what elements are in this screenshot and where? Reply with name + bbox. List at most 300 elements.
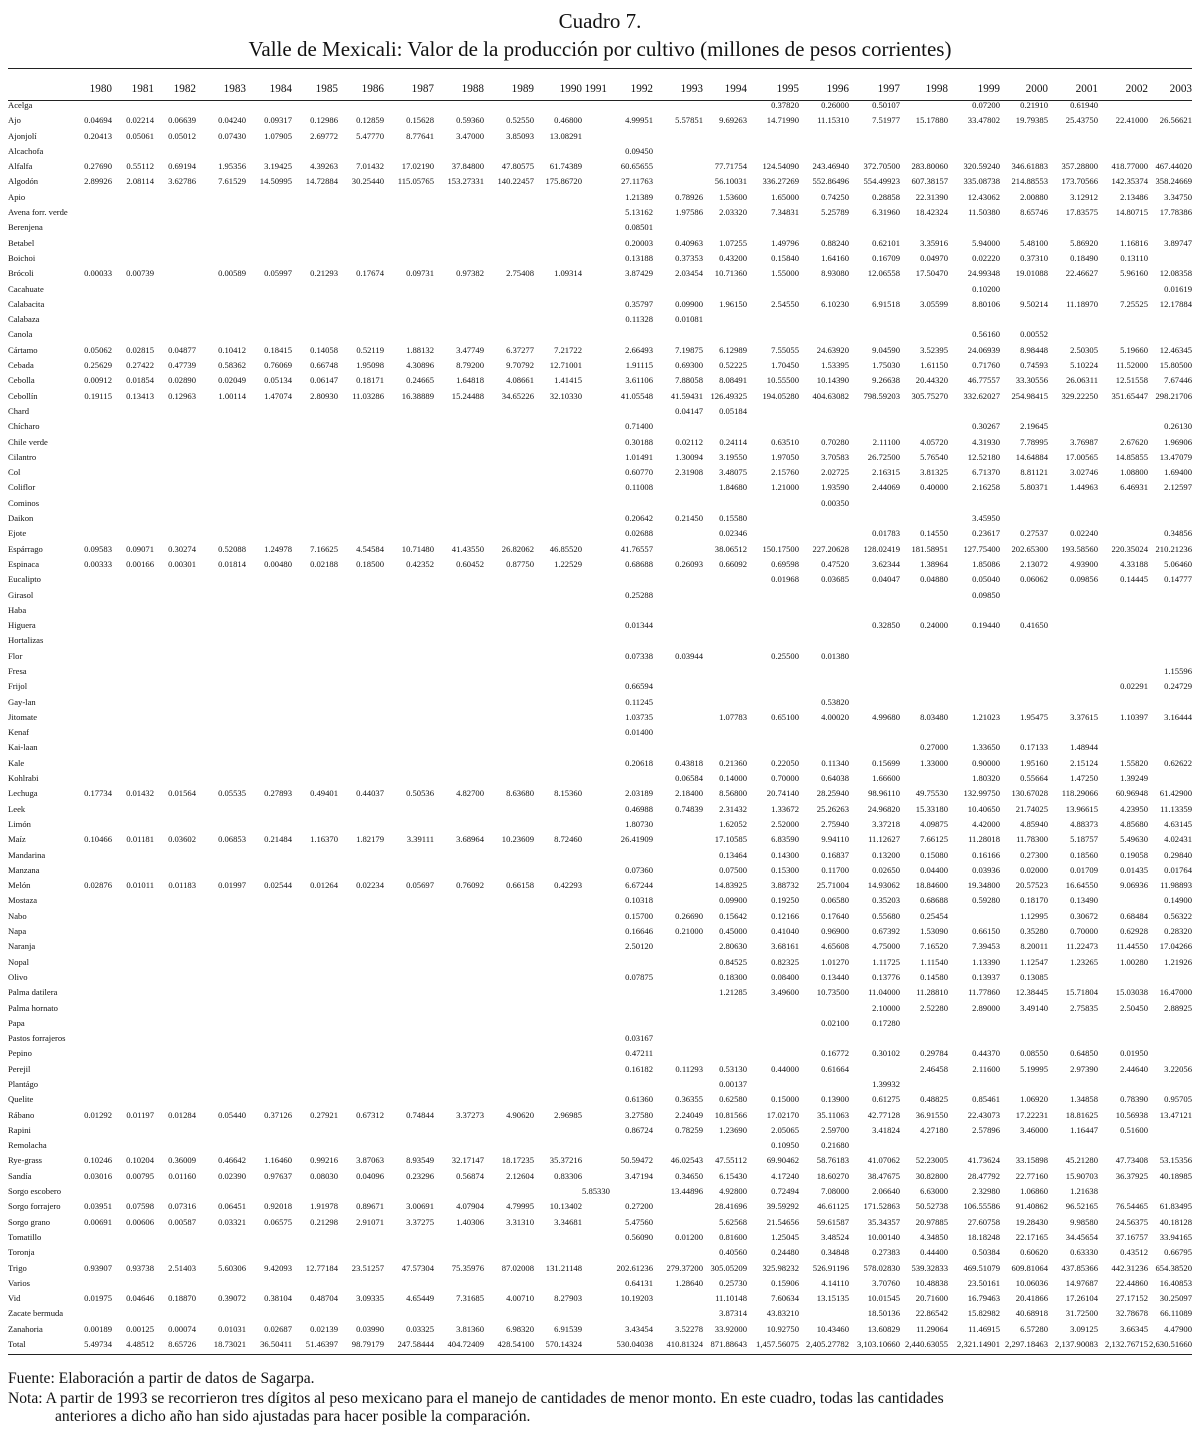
value-cell (196, 1306, 246, 1321)
value-cell: 30.25097 (1159, 1293, 1192, 1304)
value-cell (799, 220, 849, 235)
value-cell (196, 924, 246, 939)
value-cell: 305.05209 (710, 1262, 747, 1273)
header-year: 1991 (584, 83, 607, 95)
value-cell (1148, 588, 1192, 603)
value-cell: 0.30672 (1070, 910, 1098, 921)
value-cell: 0.20642 (625, 513, 653, 524)
value-cell: 10.71480 (401, 543, 434, 554)
value-cell: 1.30094 (675, 451, 703, 462)
value-cell: 0.02346 (719, 528, 747, 539)
value-cell (534, 1001, 582, 1016)
header-year: 1982 (173, 83, 196, 95)
value-cell (900, 220, 948, 235)
value-cell (154, 710, 196, 725)
value-cell (154, 1230, 196, 1245)
value-cell: 7.66125 (920, 834, 948, 845)
value-cell: 21.54656 (766, 1216, 799, 1227)
value-cell (849, 664, 900, 679)
value-cell: 0.81600 (719, 1231, 747, 1242)
value-cell: 3.45950 (972, 513, 1000, 524)
value-cell (292, 817, 338, 832)
value-cell (653, 848, 703, 863)
value-cell (582, 1153, 607, 1168)
value-cell (74, 679, 112, 694)
value-cell (1000, 603, 1048, 618)
value-cell: 0.03990 (356, 1323, 384, 1334)
value-cell: 7.78995 (1020, 436, 1048, 447)
value-cell (849, 649, 900, 664)
value-cell: 0.00480 (264, 558, 292, 569)
value-cell: 0.52225 (719, 360, 747, 371)
value-cell (849, 144, 900, 159)
crop-name: Cebada (8, 360, 34, 371)
crop-name: Daikon (8, 513, 34, 524)
value-cell: 654.38520 (1155, 1262, 1192, 1273)
table-row (8, 633, 1192, 648)
value-cell: 0.78259 (675, 1124, 703, 1135)
value-cell (1148, 144, 1192, 159)
value-cell (434, 465, 484, 480)
value-cell (112, 236, 154, 251)
value-cell (849, 129, 900, 144)
crop-name: Flor (8, 650, 23, 661)
value-cell: 0.37820 (771, 100, 799, 110)
value-cell (292, 1123, 338, 1138)
value-cell: 19.01088 (1015, 268, 1048, 279)
value-cell (196, 664, 246, 679)
value-cell: 1.33672 (771, 803, 799, 814)
value-cell: 220.35024 (1111, 543, 1148, 554)
value-cell: 554.49923 (863, 176, 900, 187)
value-cell (338, 1001, 384, 1016)
value-cell (154, 924, 196, 939)
value-cell: 0.66092 (719, 558, 747, 569)
value-cell: 0.06580 (821, 895, 849, 906)
value-cell (1148, 695, 1192, 710)
value-cell (434, 985, 484, 1000)
value-cell (703, 312, 747, 327)
value-cell: 3.47000 (456, 130, 484, 141)
value-cell (196, 710, 246, 725)
value-cell (653, 144, 703, 159)
value-cell: 124.54090 (762, 161, 799, 172)
value-cell (246, 1092, 292, 1107)
crop-name: Zacate bermuda (8, 1308, 64, 1319)
value-cell (112, 450, 154, 465)
value-cell: 50.52738 (915, 1201, 948, 1212)
value-cell: 0.05134 (264, 375, 292, 386)
value-cell: 3.70760 (872, 1277, 900, 1288)
value-cell (1048, 1031, 1098, 1046)
value-cell (703, 695, 747, 710)
value-cell (74, 480, 112, 495)
value-cell: 50.59472 (620, 1155, 653, 1166)
value-cell (849, 725, 900, 740)
value-cell: 5.47560 (625, 1216, 653, 1227)
value-cell (534, 526, 582, 541)
value-cell: 346.61883 (1011, 161, 1048, 172)
value-cell: 0.00301 (168, 558, 196, 569)
value-cell (653, 526, 703, 541)
value-cell (292, 1077, 338, 1092)
value-cell: 0.02112 (675, 436, 703, 447)
value-cell (246, 450, 292, 465)
header-year: 1994 (724, 83, 747, 95)
value-cell: 18.73021 (213, 1339, 246, 1350)
value-cell: 1.55000 (771, 268, 799, 279)
value-cell (384, 588, 434, 603)
crop-name: Rapini (8, 1124, 31, 1135)
value-cell: 0.26130 (1164, 421, 1192, 432)
value-cell: 4.47900 (1164, 1323, 1192, 1334)
value-cell (74, 695, 112, 710)
crop-name: Kale (8, 757, 25, 768)
table-row (8, 878, 1192, 893)
value-cell (484, 603, 534, 618)
value-cell: 35.34357 (867, 1216, 900, 1227)
value-cell: 18.84600 (915, 880, 948, 891)
value-cell (154, 1046, 196, 1061)
value-cell: 0.46800 (554, 115, 582, 126)
value-cell: 3.22056 (1164, 1063, 1192, 1074)
value-cell (484, 695, 534, 710)
value-cell (74, 1245, 112, 1260)
value-cell (653, 878, 703, 893)
value-cell: 4.65608 (821, 941, 849, 952)
value-cell: 0.15700 (625, 910, 653, 921)
value-cell: 0.32850 (872, 620, 900, 631)
value-cell: 2.50450 (1120, 1002, 1148, 1013)
value-cell (154, 1016, 196, 1031)
value-cell (292, 190, 338, 205)
value-cell: 7.19875 (675, 344, 703, 355)
value-cell: 0.20618 (625, 757, 653, 768)
value-cell: 0.18500 (356, 558, 384, 569)
value-cell (948, 649, 1000, 664)
value-cell: 4.82700 (456, 788, 484, 799)
value-cell (747, 633, 799, 648)
value-cell (338, 679, 384, 694)
header-year: 1988 (461, 83, 484, 95)
value-cell: 58.76183 (816, 1155, 849, 1166)
value-cell (154, 450, 196, 465)
value-cell (747, 618, 799, 633)
value-cell (582, 129, 607, 144)
value-cell (74, 465, 112, 480)
value-cell: 10.19203 (620, 1293, 653, 1304)
value-cell (112, 1077, 154, 1092)
value-cell (246, 710, 292, 725)
value-cell (534, 1092, 582, 1107)
value-cell (582, 557, 607, 572)
crop-name: Brócoli (8, 268, 34, 279)
value-cell: 14.85855 (1115, 451, 1148, 462)
value-cell: 1.24978 (264, 543, 292, 554)
value-cell (1098, 664, 1148, 679)
value-cell: 372.70500 (863, 161, 900, 172)
value-cell: 6.71370 (972, 467, 1000, 478)
value-cell: 5.49734 (84, 1339, 112, 1350)
value-cell (582, 1169, 607, 1184)
value-cell: 38.47675 (867, 1170, 900, 1181)
value-cell: 11.52000 (1116, 360, 1148, 371)
value-cell: 5.62568 (719, 1216, 747, 1227)
value-cell (484, 465, 534, 480)
value-cell (607, 1001, 653, 1016)
table-number: Cuadro 7. (558, 9, 642, 33)
value-cell (703, 144, 747, 159)
value-cell: 8.81121 (1020, 467, 1048, 478)
value-cell: 7.55055 (771, 344, 799, 355)
value-cell: 4.34850 (920, 1231, 948, 1242)
value-cell: 0.02390 (218, 1170, 246, 1181)
value-cell: 33.15898 (1015, 1155, 1048, 1166)
value-cell (607, 1184, 653, 1199)
value-cell: 0.55680 (872, 910, 900, 921)
value-cell (154, 633, 196, 648)
value-cell (246, 970, 292, 985)
value-cell: 7.67446 (1164, 375, 1192, 386)
value-cell: 0.15840 (771, 252, 799, 263)
crop-name: Total (8, 1339, 26, 1350)
value-cell (1098, 740, 1148, 755)
value-cell: 1.21638 (1070, 1186, 1098, 1197)
crop-name: Gay-lan (8, 696, 36, 707)
crop-name: Canola (8, 329, 33, 340)
value-cell (384, 1001, 434, 1016)
value-cell (196, 771, 246, 786)
value-cell (1000, 633, 1048, 648)
value-cell (484, 1092, 534, 1107)
value-cell (246, 496, 292, 511)
value-cell (607, 1245, 653, 1260)
value-cell (484, 909, 534, 924)
value-cell (534, 450, 582, 465)
value-cell (653, 725, 703, 740)
table-row (8, 205, 1192, 220)
value-cell: 0.06853 (218, 834, 246, 845)
value-cell: 305.75270 (911, 390, 948, 401)
value-cell (384, 802, 434, 817)
value-cell (1098, 419, 1148, 434)
value-cell (384, 924, 434, 939)
value-cell (434, 144, 484, 159)
value-cell: 0.09900 (719, 895, 747, 906)
value-cell: 0.05012 (168, 130, 196, 141)
table-row (8, 970, 1192, 985)
value-cell (849, 220, 900, 235)
value-cell (799, 327, 849, 342)
value-cell: 0.08550 (1020, 1048, 1048, 1059)
value-cell (246, 1001, 292, 1016)
value-cell: 2,132.76715 (1105, 1339, 1148, 1350)
value-cell: 3.81325 (920, 467, 948, 478)
value-cell (74, 297, 112, 312)
value-cell: 0.08030 (310, 1170, 338, 1181)
crop-name: Betabel (8, 237, 35, 248)
header-row (8, 80, 1192, 98)
value-cell: 0.03016 (84, 1170, 112, 1181)
value-cell (338, 740, 384, 755)
value-cell: 0.24665 (406, 375, 434, 386)
value-cell (747, 664, 799, 679)
value-cell (582, 312, 607, 327)
value-cell: 2.88925 (1164, 1002, 1192, 1013)
value-cell: 0.02188 (310, 558, 338, 569)
value-cell (196, 649, 246, 664)
value-cell (434, 679, 484, 694)
value-cell: 10.56938 (1115, 1109, 1148, 1120)
value-cell (154, 893, 196, 908)
table-row (8, 1276, 1192, 1291)
value-cell (747, 725, 799, 740)
value-cell (338, 419, 384, 434)
table-row (8, 725, 1192, 740)
value-cell: 2.80630 (719, 941, 747, 952)
value-cell (154, 1001, 196, 1016)
value-cell: 0.21450 (675, 513, 703, 524)
value-cell: 27.11763 (621, 176, 653, 187)
value-cell (434, 312, 484, 327)
value-cell (799, 633, 849, 648)
table-row (8, 526, 1192, 541)
value-cell (582, 725, 607, 740)
value-cell: 0.82325 (771, 956, 799, 967)
value-cell (1048, 970, 1098, 985)
value-cell (112, 419, 154, 434)
value-cell (1048, 1016, 1098, 1031)
value-cell (246, 985, 292, 1000)
value-cell (246, 1123, 292, 1138)
value-cell (849, 1062, 900, 1077)
value-cell: 4.79995 (506, 1201, 534, 1212)
value-cell: 87.02008 (501, 1262, 534, 1273)
value-cell: 12.08358 (1159, 268, 1192, 279)
value-cell (1148, 251, 1192, 266)
value-cell (292, 909, 338, 924)
value-cell (747, 327, 799, 342)
value-cell: 0.02049 (218, 375, 246, 386)
value-cell (484, 496, 534, 511)
value-cell: 3.09335 (356, 1293, 384, 1304)
value-cell: 8.98448 (1020, 344, 1048, 355)
value-cell: 0.64131 (625, 1277, 653, 1288)
crop-name: Alfalfa (8, 161, 33, 172)
value-cell: 0.51600 (1120, 1124, 1148, 1135)
value-cell: 17.00565 (1065, 451, 1098, 462)
table-row (8, 1077, 1192, 1092)
value-cell: 2.89926 (84, 176, 112, 187)
value-cell (1048, 1077, 1098, 1092)
table-row (8, 832, 1192, 847)
value-cell: 0.01709 (1070, 864, 1098, 875)
value-cell: 0.13937 (972, 971, 1000, 982)
value-cell (582, 572, 607, 587)
value-cell: 0.39072 (218, 1293, 246, 1304)
value-cell (607, 633, 653, 648)
value-cell (112, 618, 154, 633)
value-cell: 0.70000 (1070, 926, 1098, 937)
value-cell: 0.05184 (719, 405, 747, 416)
value-cell: 3.48075 (719, 467, 747, 478)
value-cell: 8.08491 (719, 375, 747, 386)
value-cell (582, 373, 607, 388)
value-cell: 10.23609 (501, 834, 534, 845)
value-cell (292, 1031, 338, 1046)
value-cell (534, 771, 582, 786)
crop-name: Olivo (8, 971, 28, 982)
value-cell (948, 1077, 1000, 1092)
value-cell (653, 174, 703, 189)
value-cell (534, 190, 582, 205)
value-cell (582, 1215, 607, 1230)
value-cell: 1.21000 (771, 482, 799, 493)
value-cell (1000, 282, 1048, 297)
value-cell: 33.94165 (1159, 1231, 1192, 1242)
table-row (8, 848, 1192, 863)
value-cell: 0.04970 (920, 252, 948, 263)
value-cell: 2,321.14901 (957, 1339, 1000, 1350)
value-cell (484, 435, 534, 450)
value-cell (1048, 312, 1098, 327)
value-cell (338, 955, 384, 970)
value-cell (582, 450, 607, 465)
value-cell (112, 526, 154, 541)
value-cell (534, 893, 582, 908)
value-cell: 0.36009 (168, 1155, 196, 1166)
crop-name: Manzana (8, 864, 40, 875)
value-cell (74, 970, 112, 985)
value-cell: 0.27921 (310, 1109, 338, 1120)
value-cell: 0.59360 (456, 115, 484, 126)
value-cell (292, 863, 338, 878)
value-cell (292, 756, 338, 771)
value-cell (948, 1138, 1000, 1153)
value-cell (1048, 588, 1098, 603)
value-cell: 0.53820 (821, 696, 849, 707)
value-cell (534, 649, 582, 664)
value-cell (747, 220, 799, 235)
value-cell: 12.06558 (867, 268, 900, 279)
value-cell: 6.98320 (506, 1323, 534, 1334)
value-cell (112, 404, 154, 419)
value-cell: 18.42324 (915, 207, 948, 218)
value-cell: 0.01183 (168, 880, 196, 891)
value-cell (246, 802, 292, 817)
table-row (8, 618, 1192, 633)
value-cell: 4.85940 (1020, 818, 1048, 829)
value-cell (196, 725, 246, 740)
value-cell: 0.00912 (84, 375, 112, 386)
value-cell: 18.50136 (867, 1308, 900, 1319)
value-cell: 26.41909 (620, 834, 653, 845)
value-cell (607, 1077, 653, 1092)
value-cell (582, 113, 607, 128)
value-cell (384, 817, 434, 832)
value-cell (1148, 220, 1192, 235)
value-cell (154, 725, 196, 740)
value-cell: 2.51403 (168, 1262, 196, 1273)
value-cell (484, 618, 534, 633)
value-cell: 329.22250 (1061, 390, 1098, 401)
value-cell: 0.69300 (675, 360, 703, 371)
value-cell: 175.86720 (545, 176, 582, 187)
value-cell: 52.23005 (915, 1155, 948, 1166)
value-cell (112, 480, 154, 495)
value-cell: 0.50536 (406, 788, 434, 799)
value-cell (607, 603, 653, 618)
